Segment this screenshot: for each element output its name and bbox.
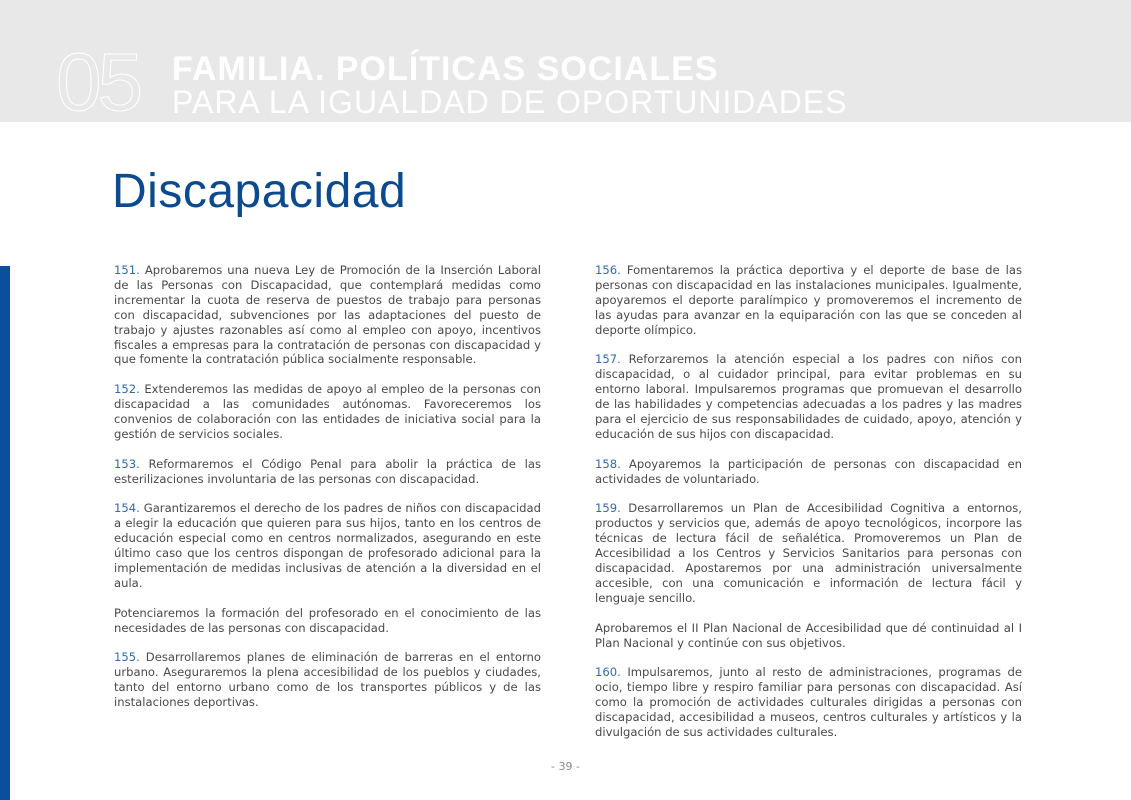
paragraph-text: Apoyaremos la participación de personas con discapacidad en actividades de voluntariado. [595,456,1022,486]
left-column [114,263,541,725]
paragraph-154-continued [114,606,541,636]
paragraph-151 [114,263,541,367]
paragraph-text: Desarrollaremos un Plan de Accesibilidad Cognitiva a entornos, productos y servicios que, además de apoyo tecnológicos, incorpore las técnicas de lectura fácil de señalética. Promoveremos un Plan de Accesibilidad a los Centros y Servicios Sanitarios para personas con discapacidad. Apostaremos por una administración universalmente accesible, con una comunicación e información de lectura fácil y lenguaje sencillo. [595,501,1022,605]
paragraph-text: Desarrollaremos planes de eliminación de barreras en el entorno urbano. Aseguraremos la plena accesibilidad de los pueblos y ciudades, tanto del entorno urbano como de los transportes públicos y de las instalaciones deportivas. [114,650,541,710]
item-number: 153. [114,456,140,471]
paragraph-text: Aprobaremos el II Plan Nacional de Accesibilidad que dé continuidad al I Plan Nacional y continúe con sus objetivos. [595,620,1022,650]
side-accent-bar [0,266,10,800]
item-number: 151. [114,263,140,277]
paragraph-text: Garantizaremos el derecho de los padres de niños con discapacidad a elegir la educación que quieren para sus hijos, tanto en los centros de educación especial como en centros normalizados, asegurando en este último caso que los centros dispongan de profesorado adicional para la implementación de medidas inclusivas de atención a la diversidad en el aula. [114,501,541,590]
chapter-subtitle: PARA LA IGUALDAD DE OPORTUNIDADES [172,84,848,120]
paragraph-153 [114,457,541,487]
item-number: 152. [114,382,140,397]
paragraph-159-continued [595,621,1022,651]
item-number: 159. [595,501,621,516]
paragraph-text: Reformaremos el Código Penal para abolir la práctica de las esterilizaciones involuntaria de las personas con discapacidad. [114,456,541,486]
item-number: 158. [595,456,621,471]
item-number: 154. [114,501,140,516]
item-number: 155. [114,650,140,665]
paragraph-text: Reforzaremos la atención especial a los padres con niños con discapacidad, o al cuidador principal, para evitar problemas en su entorno laboral. Impulsaremos programas que promuevan el desarrollo de las habilidades y competencias adecuadas a los padres y las madres para el ejercicio de sus responsabilidades de cuidado, apoyo, atención y educación de sus hijos con discapacidad. [595,352,1022,441]
right-column [595,263,1022,755]
item-number: 160. [595,665,621,680]
chapter-number: 05 [56,37,140,122]
paragraph-156 [595,263,1022,338]
paragraph-text: Aprobaremos una nueva Ley de Promoción de la Inserción Laboral de las Personas con Discapacidad, que contemplará medidas como incrementar la cuota de reserva de puestos de trabajo para personas con discapacidad, subvenciones por las adaptaciones del puesto de trabajo y ajustes razonables así como al empleo con apoyo, incentivos fiscales a empresas para la contratación de personas con discapacidad y que fomente la contratación pública socialmente responsable. [114,263,541,367]
section-title: Discapacidad [112,165,407,218]
paragraph-152 [114,382,541,442]
paragraph-text: Extenderemos las medidas de apoyo al empleo de la personas con discapacidad a las comunidades autónomas. Favoreceremos los convenios de colaboración con las entidades de iniciativa social para la gestión de servicios sociales. [114,382,541,441]
chapter-banner [0,0,1131,122]
chapter-title: FAMILIA. POLÍTICAS SOCIALES [172,50,719,88]
paragraph-157 [595,352,1022,441]
paragraph-159 [595,501,1022,605]
paragraph-160 [595,665,1022,740]
paragraph-text: Impulsaremos, junto al resto de administraciones, programas de ocio, tiempo libre y respiro familiar para personas con discapacidad. Así como la promoción de actividades culturales dirigidas a personas con discapacidad, accesibilidad a museos, centros culturales y artísticos y la divulgación de sus actividades culturales. [595,665,1022,740]
item-number: 156. [595,263,621,277]
paragraph-158 [595,457,1022,487]
paragraph-text: Fomentaremos la práctica deportiva y el deporte de base de las personas con discapacidad en las instalaciones municipales. Igualmente, apoyaremos el deporte paralímpico y promoveremos el incremento de las ayudas para avanzar en la equiparación con las que se conceden al deporte olímpico. [595,263,1022,337]
page-number: - 39 - [551,760,580,773]
paragraph-155 [114,650,541,710]
paragraph-154 [114,501,541,590]
paragraph-text: Potenciaremos la formación del profesorado en el conocimiento de las necesidades de las personas con discapacidad. [114,605,541,635]
item-number: 157. [595,352,621,367]
